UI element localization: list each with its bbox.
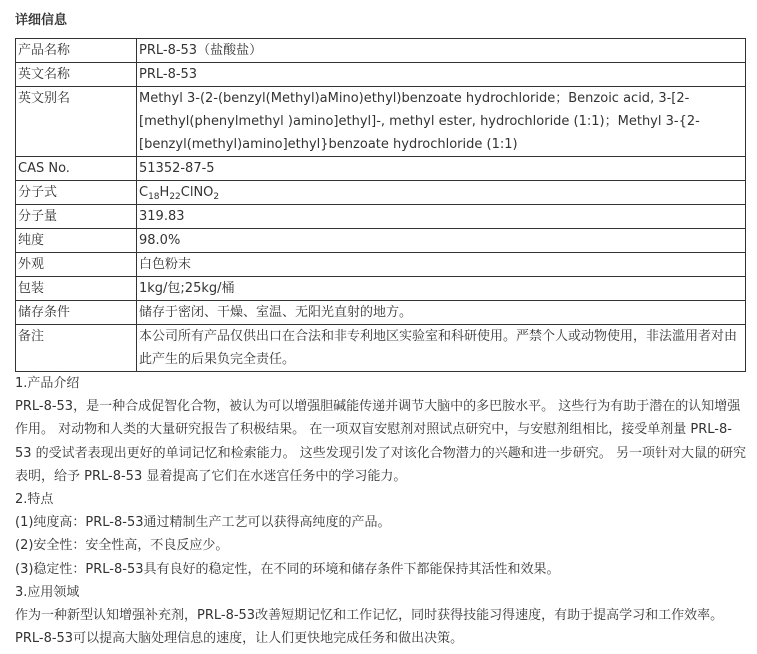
table-row [16,39,746,63]
spec-table [15,38,746,372]
table-row [16,87,746,157]
table-row [16,325,746,372]
section-heading: 1.产品介绍 [15,376,80,391]
detail-info [15,0,747,650]
row-label: 产品名称 [16,39,137,63]
row-value: PRL-8-53 [137,63,746,87]
table-row [16,63,746,87]
table-row [16,229,746,253]
section-title: 详细信息 [15,13,68,28]
paragraph: 作为一种新型认知增强补充剂，PRL-8-53改善短期记忆和工作记忆，同时获得技能习得速度，有助于提高学习和工作效率。 PRL-8-53可以提高大脑处理信息的速度，让人们更快地完成任务和做出决策。 [15,608,724,647]
description [15,372,747,650]
paragraph: (3)稳定性：PRL-8-53具有良好的稳定性，在不同的环境和储存条件下都能保持其活性和效果。 [15,561,560,577]
row-label: 外观 [16,253,137,277]
row-label: 分子量 [16,205,137,229]
row-label: 备注 [16,325,137,372]
row-label: 英文别名 [16,87,137,157]
row-value [137,181,746,205]
row-label: 包装 [16,277,137,301]
row-label: 纯度 [16,229,137,253]
table-row [16,277,746,301]
table-row [16,181,746,205]
table-row [16,301,746,325]
row-value: PRL-8-53（盐酸盐） [137,39,746,63]
formula-part: C [139,185,149,200]
row-value: 储存于密闭、干燥、室温、无阳光直射的地方。 [137,301,746,325]
row-value: 319.83 [137,205,746,229]
table-row [16,205,746,229]
paragraph: PRL-8-53，是一种合成促智化合物，被认为可以增强胆碱能传递并调节大脑中的多巴胺水平。 这些行为有助于潜在的认知增强作用。 对动物和人类的大量研究报告了积极结果。 在一项双盲安慰剂对照试点研究中，与安慰剂组相比，接受单剂量 PRL-8-53 的受试者表现出更好的单词记忆和检索能力。 这些发现引发了对该化合物潜力的兴趣和进一步研究。 另一项针对大鼠的研究表明，给予 PRL-8-53 显着提高了它们在水迷宫任务中的学习能力。 [15,399,746,484]
section-heading: 3.应用领域 [15,584,80,600]
section-heading: 2.特点 [15,492,54,508]
row-label: 储存条件 [16,301,137,325]
row-value: 白色粉末 [137,253,746,277]
formula-sub: 18 [148,192,160,202]
row-value: 98.0% [137,229,746,253]
paragraph: (1)纯度高：PRL-8-53通过精制生产工艺可以获得高纯度的产品。 [15,515,391,531]
row-value: Methyl 3-(2-(benzyl(Methyl)aMino)ethyl)benzoate hydrochloride；Benzoic acid, 3-[2-[methyl(phenylmethyl )amino]ethyl]-, methyl ester, hydrochloride (1:1)；Methyl 3-{2-[benzyl(methyl)amino]ethyl}benzoate hydrochloride (1:1) [137,87,746,157]
row-label: 分子式 [16,181,137,205]
row-label: CAS No. [16,157,137,181]
table-row [16,253,746,277]
formula-sub: 22 [169,192,181,202]
table-row [16,157,746,181]
formula-sub: 2 [213,192,220,202]
row-value: 51352-87-5 [137,157,746,181]
row-label: 英文名称 [16,63,137,87]
paragraph: (2)安全性：安全性高，不良反应少。 [15,538,229,554]
formula-part: ClNO [180,185,214,200]
formula-part: H [159,185,170,200]
row-value: 1kg/包;25kg/桶 [137,277,746,301]
row-value: 本公司所有产品仅供出口在合法和非专利地区实验室和科研使用。严禁个人或动物使用，非法滥用者对由此产生的后果负完全责任。 [137,325,746,372]
